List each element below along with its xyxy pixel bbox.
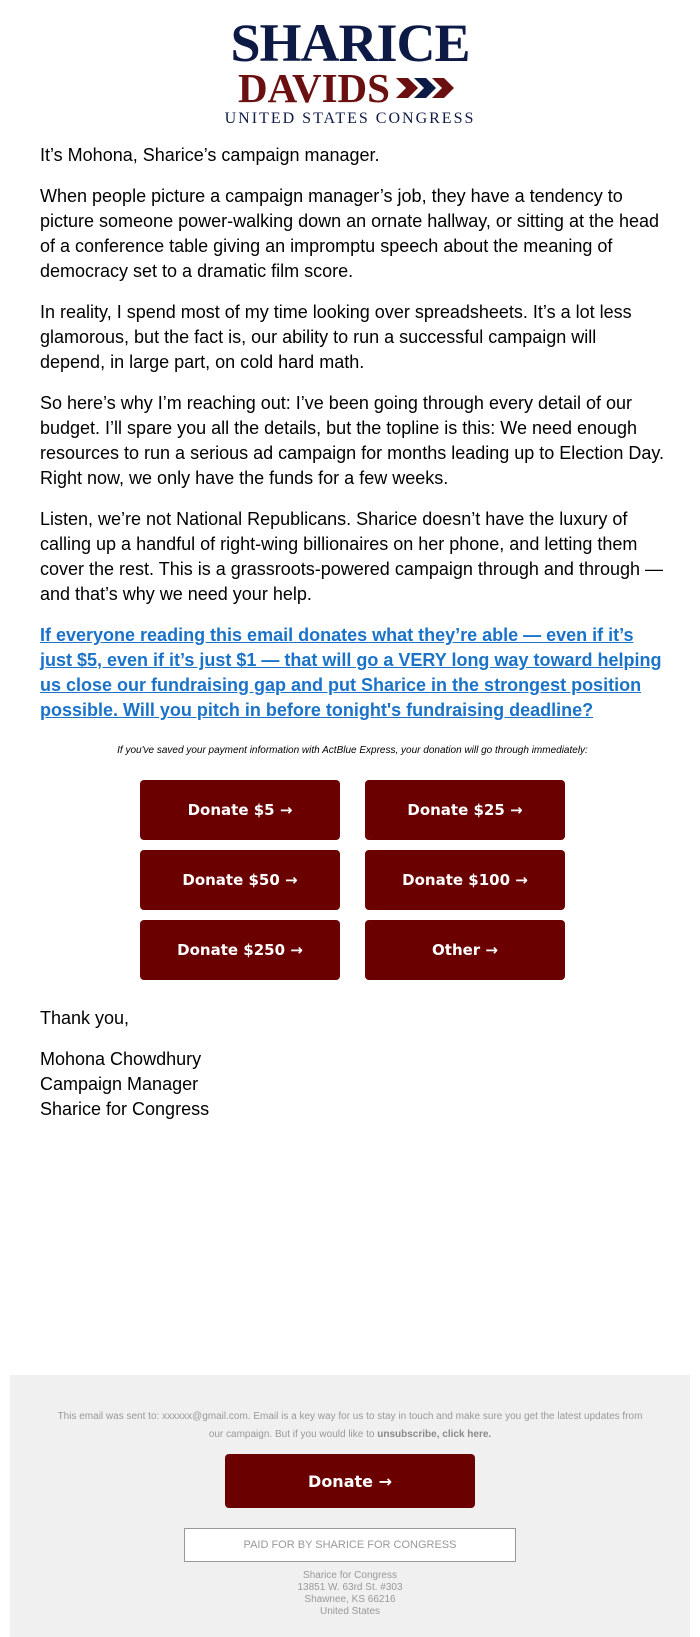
donate-cta-link[interactable]: If everyone reading this email donates what they’re able — even if it’s just $5, even if it’s just $1 — that will go a VERY long way toward helping us close our fundraising gap and put Sharice in the strongest position possible. Will you pitch in before tonight's fundraising deadline?: [40, 625, 662, 720]
thanks-line: Thank you,: [40, 1008, 130, 1028]
signer-title: Campaign Manager: [40, 1074, 199, 1094]
body-paragraph: Listen, we’re not National Republicans. Sharice doesn’t have the luxury of calling up a handful of right-wing billionaires on her phone, and letting them cover the rest. This is a grassroots-powered campaign through and through — and that’s why we need your help.: [40, 509, 663, 604]
body-paragraph: So here’s why I’m reaching out: I’ve been going through every detail of our budget. I’ll spare you all the details, but the topline is this: We need enough resources to run a serious ad campaign for months leading up to Election Day. Right now, we only have the funds for a few weeks.: [40, 393, 665, 488]
signer-org: Sharice for Congress: [40, 1099, 210, 1119]
footer-donate-button[interactable]: Donate →: [225, 1454, 475, 1508]
email-body: [40, 143, 665, 1122]
footer-note: [50, 1408, 650, 1444]
address-line: United States: [319, 1606, 381, 1617]
donate-250-button[interactable]: Donate $250 →: [140, 920, 340, 980]
logo-line-surname: [0, 65, 700, 111]
paid-for-disclaimer: PAID FOR BY SHARICE FOR CONGRESS: [184, 1528, 516, 1562]
campaign-logo: [0, 13, 700, 128]
logo-line-name: SHARICE: [230, 13, 470, 73]
address-line: Sharice for Congress: [303, 1570, 397, 1581]
donate-100-button[interactable]: Donate $100 →: [365, 850, 565, 910]
body-paragraph: When people picture a campaign manager’s job, they have a tendency to picture someone power-walking down an ornate hallway, or sitting at the head of a conference table giving an impromptu speech about the meaning of democracy set to a dramatic film score.: [40, 186, 660, 281]
email-footer: [10, 1375, 690, 1637]
body-paragraph: It’s Mohona, Sharice’s campaign manager.: [40, 145, 380, 165]
footer-note-text: This email was sent to: xxxxxx@gmail.com. Email is a key way for us to stay in touch and make sure you get the latest updates from our campaign. But if you would like to: [57, 1411, 643, 1440]
logo-surname-text: DAVIDS: [238, 65, 390, 111]
signature-block: [40, 1047, 665, 1122]
donate-other-button[interactable]: Other →: [365, 920, 565, 980]
donate-50-button[interactable]: Donate $50 →: [140, 850, 340, 910]
donate-25-button[interactable]: Donate $25 →: [365, 780, 565, 840]
signer-name: Mohona Chowdhury: [40, 1049, 202, 1069]
donate-5-button[interactable]: Donate $5 →: [140, 780, 340, 840]
chevron-arrows-icon: [396, 76, 458, 100]
actblue-express-note: If you've saved your payment information with ActBlue Express, your donation will go through immediately:: [117, 745, 588, 756]
body-paragraph: In reality, I spend most of my time looking over spreadsheets. It’s a lot less glamorous, but the fact is, our ability to run a successful campaign will depend, in large part, on cold hard math.: [40, 302, 632, 372]
logo-tagline: UNITED STATES CONGRESS: [224, 110, 476, 127]
donate-button-grid: [140, 780, 565, 980]
mailing-address: [10, 1570, 690, 1618]
unsubscribe-link[interactable]: unsubscribe, click here.: [377, 1429, 492, 1440]
address-line: 13851 W. 63rd St. #303: [297, 1582, 403, 1593]
address-line: Shawnee, KS 66216: [304, 1594, 396, 1605]
